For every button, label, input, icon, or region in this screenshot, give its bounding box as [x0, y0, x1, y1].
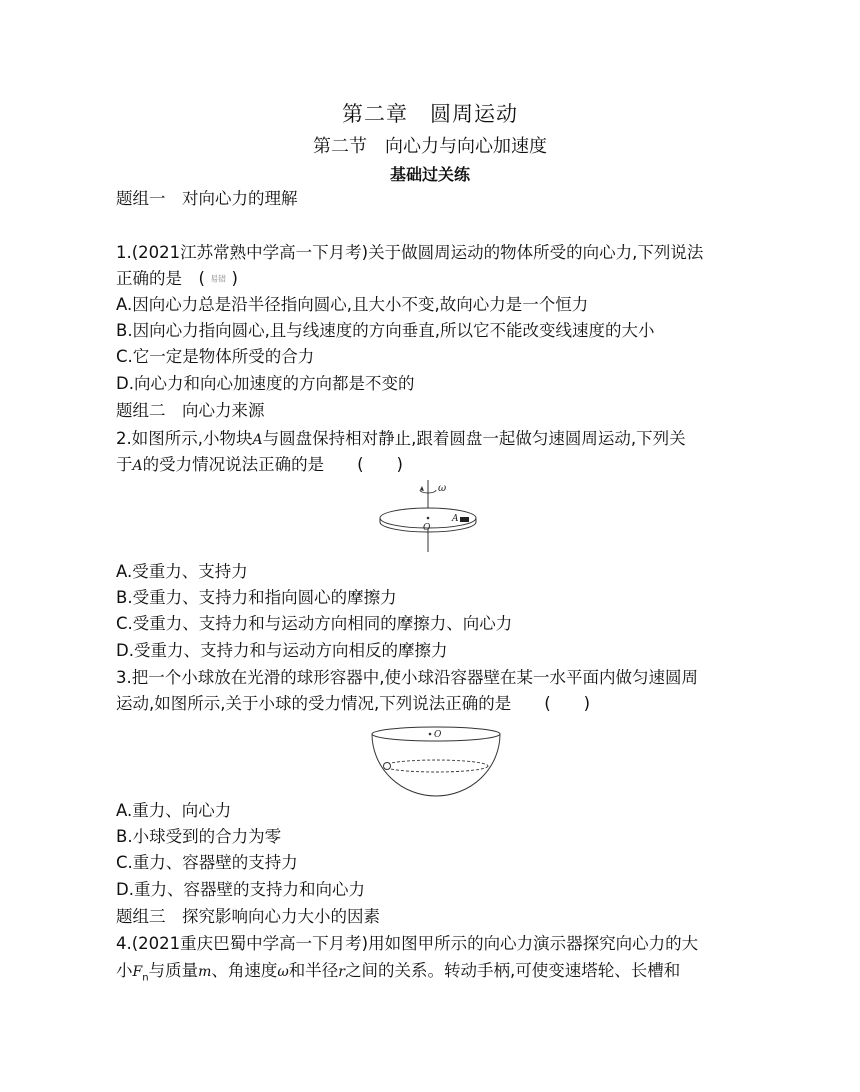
- q4-var-r: r: [338, 964, 345, 980]
- q2-option-d: D.受重力、支持力和与运动方向相反的摩擦力: [116, 641, 448, 660]
- q3-option-c: C.重力、容器壁的支持力: [116, 853, 298, 872]
- bowl-figure: [368, 722, 504, 802]
- q4-text-c: 、角速度: [211, 961, 278, 980]
- q2-var-a: A: [252, 432, 263, 448]
- q3-line2: 运动,如图所示,关于小球的受力情况,下列说法正确的是 ( ): [116, 694, 591, 713]
- q2-var-a-2: A: [132, 458, 143, 474]
- q3-option-d: D.重力、容器壁的支持力和向心力: [116, 880, 365, 899]
- q4-line2: [116, 960, 680, 989]
- q4-var-f: F: [132, 964, 143, 980]
- q1-line2-post: ): [231, 269, 238, 288]
- chapter-title: 第二章 圆周运动: [342, 102, 518, 126]
- rotating-disk-figure: [370, 478, 490, 554]
- q1-option-b: B.因向心力指向圆心,且与线速度的方向垂直,所以它不能改变线速度的大小: [116, 321, 655, 340]
- ball: [384, 763, 391, 770]
- q2-line2-pre: 于: [116, 455, 133, 474]
- q1-line2-pre: 正确的是 (: [116, 269, 205, 288]
- q4-text-e: 之间的关系。转动手柄,可使变速塔轮、长槽和: [344, 961, 681, 980]
- q4-var-m: m: [198, 964, 212, 980]
- q2-line1: [116, 428, 686, 451]
- q2-line2-post: 的受力情况说法正确的是 ( ): [142, 455, 403, 474]
- bowl-center-label: O: [434, 730, 442, 740]
- block-a-label: A: [452, 514, 459, 524]
- q1-line2: [116, 268, 238, 291]
- q4-text-b: 与质量: [148, 961, 199, 980]
- q2-option-a: A.受重力、支持力: [116, 562, 248, 581]
- group1-heading: 题组一 对向心力的理解: [116, 189, 298, 208]
- q2-option-c: C.受重力、支持力和与运动方向相同的摩擦力、向心力: [116, 614, 513, 633]
- group3-heading: 题组三 探究影响向心力大小的因素: [116, 907, 380, 926]
- q4-line1: 4.(2021重庆巴蜀中学高一下月考)用如图甲所示的向心力演示器探究向心力的大: [116, 934, 699, 953]
- q1-option-d: D.向心力和向心加速度的方向都是不变的: [116, 374, 415, 393]
- subtitle: 基础过关练: [389, 165, 470, 184]
- block-a: [460, 517, 469, 522]
- q1-line1: 1.(2021江苏常熟中学高一下月考)关于做圆周运动的物体所受的向心力,下列说法: [116, 243, 704, 262]
- omega-label: ω: [438, 483, 447, 494]
- q4-text-a: 小: [116, 961, 133, 980]
- q2-line1-post: 与圆盘保持相对静止,跟着圆盘一起做匀速圆周运动,下列关: [262, 429, 686, 448]
- q2-option-b: B.受重力、支持力和指向圆心的摩擦力: [116, 588, 397, 607]
- q2-line1-pre: 2.如图所示,小物块: [116, 429, 253, 448]
- q4-var-omega: ω: [277, 964, 289, 980]
- q1-option-c: C.它一定是物体所受的合力: [116, 347, 315, 366]
- q3-option-a: A.重力、向心力: [116, 801, 232, 820]
- center-o-label: O: [423, 523, 431, 533]
- q2-line2: [116, 454, 403, 477]
- q3-line1: 3.把一个小球放在光滑的球形容器中,使小球沿容器壁在某一水平面内做匀速圆周: [116, 668, 698, 687]
- q4-var-f-sub: n: [142, 972, 149, 984]
- q1-error-mark: 易错: [210, 274, 227, 284]
- group2-heading: 题组二 向心力来源: [116, 401, 265, 420]
- q4-text-d: 和半径: [288, 961, 339, 980]
- q1-option-a: A.因向心力总是沿半径指向圆心,且大小不变,故向心力是一个恒力: [116, 295, 589, 314]
- q3-option-b: B.小球受到的合力为零: [116, 827, 282, 846]
- section-title: 第二节 向心力与向心加速度: [313, 136, 547, 157]
